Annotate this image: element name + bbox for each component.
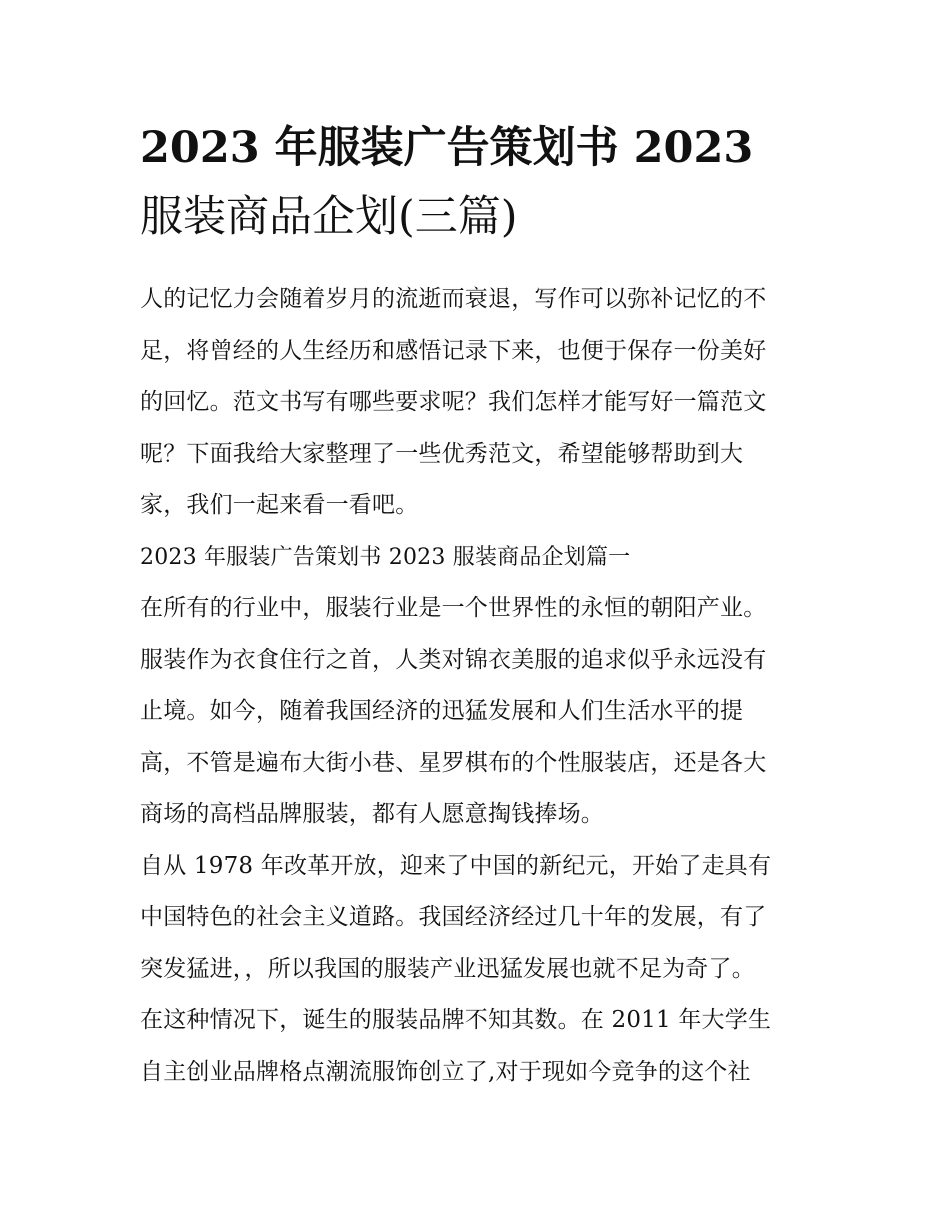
body-line-5: 家，我们一起来看一看吧。 — [140, 492, 419, 518]
body-line-11: 商场的高档品牌服装，都有人愿意掏钱捧场。 — [140, 801, 604, 827]
body-line-10: 高，不管是遍布大街小巷、星罗棋布的个性服装店，还是各大 — [140, 749, 767, 776]
document-body — [140, 274, 815, 1098]
body-line-7: 在所有的行业中，服装行业是一个世界性的永恒的朝阳产业。 — [140, 595, 767, 621]
body-line-15: 在这种情况下，诞生的服装品牌不知其数。在 2011 年大学生 — [140, 1007, 772, 1033]
title-line-2: 服装商品企划(三篇) — [140, 192, 518, 242]
body-line-16: 自主创业品牌格点潮流服饰创立了,对于现如今竞争的这个社 — [140, 1058, 751, 1085]
section-heading: 2023 年服装广告策划书 2023 服装商品企划篇一 — [140, 544, 631, 570]
body-line-12: 自从 1978 年改革开放，迎来了中国的新纪元，开始了走具有 — [140, 852, 772, 879]
body-line-13: 中国特色的社会主义道路。我国经济经过几十年的发展，有了 — [140, 904, 767, 930]
body-line-4: 呢？下面我给大家整理了一些优秀范文，希望能够帮助到大 — [140, 440, 744, 467]
document-page — [140, 114, 815, 1098]
body-line-14: 突发猛进，，所以我国的服装产业迅猛发展也就不足为奇了。 — [140, 955, 755, 982]
body-line-2: 足，将曾经的人生经历和感悟记录下来，也便于保存一份美好 — [140, 337, 767, 364]
body-line-8: 服装作为衣食住行之首，人类对锦衣美服的追求似乎永远没有 — [140, 646, 767, 673]
body-line-1: 人的记忆力会随着岁月的流逝而衰退，写作可以弥补记忆的不 — [140, 286, 767, 312]
title-line-1: 2023 年服装广告策划书 2023 — [140, 123, 754, 173]
document-title — [140, 114, 815, 252]
body-line-9: 止境。如今，随着我国经济的迅猛发展和人们生活水平的提 — [140, 698, 744, 724]
body-line-3: 的回忆。范文书写有哪些要求呢？我们怎样才能写好一篇范文 — [140, 389, 767, 415]
